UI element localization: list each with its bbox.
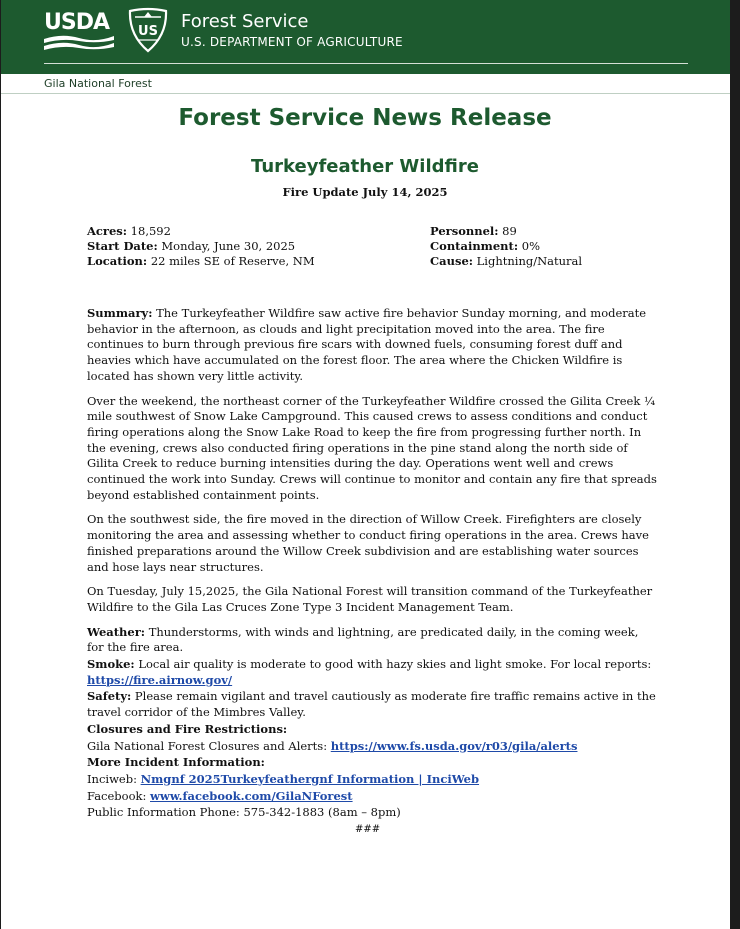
closures-line: Gila National Forest Closures and Alerts: https://www.fs.usda.gov/r03/gila/alerts <box>87 738 578 753</box>
fact-location: Location: 22 miles SE of Reserve, NM <box>87 254 315 268</box>
more-info-heading: More Incident Information: <box>87 755 265 770</box>
summary-paragraph: Summary: The Turkeyfeather Wildfire saw active fire behavior Sunday morning, and moderate behavior in the afternoon, as clouds and light precipitation moved into the area. The fire continues to burn through previous fire scars with downed fuels, consuming forest duff and heavies which have accumulated on the forest floor. The area where the Chicken Wildfire is located has shown very little activity. <box>87 306 647 383</box>
facebook-link[interactable]: www.facebook.com/GilaNForest <box>150 788 353 803</box>
fact-personnel: Personnel: 89 <box>430 224 517 238</box>
smoke-paragraph: Smoke: Local air quality is moderate to good with hazy skies and light smoke. For local reports: https://fire.airnow.gov/ <box>87 657 652 687</box>
fact-acres: Acres: 18,592 <box>87 224 171 238</box>
fire-title: Turkeyfeather Wildfire <box>251 156 479 177</box>
agency-name: Forest Service <box>181 11 309 32</box>
release-title: Forest Service News Release <box>178 105 552 131</box>
header-divider <box>44 63 688 64</box>
fact-start-date: Start Date: Monday, June 30, 2025 <box>87 239 296 253</box>
northeast-paragraph: Over the weekend, the northeast corner of the Turkeyfeather Wildfire crossed the Gilita Creek ¼ mile southwest of Snow Lake Campground. This caused crews to assess conditions and conduct firing operations along the Snow Lake Road to keep the fire from progressing further north. In the evening, crews also conducted firing operations in the pine stand along the north side of Gilita Creek to reduce burning intensities during the day. Operations went well and crews continued the work into Sunday. Crews will continue to monitor and contain any fire that spreads beyond established containment points. <box>87 393 657 502</box>
airnow-link[interactable]: https://fire.airnow.gov/ <box>87 672 233 687</box>
fact-containment: Containment: 0% <box>430 239 540 253</box>
usda-logo <box>44 7 114 51</box>
fire-facts-right <box>430 224 582 269</box>
forest-unit: Gila National Forest <box>44 77 152 90</box>
facebook-line: Facebook: www.facebook.com/GilaNForest <box>87 788 353 803</box>
shield-letters: US <box>138 24 158 39</box>
southwest-paragraph: On the southwest side, the fire moved in the direction of Willow Creek. Firefighters are closely monitoring the area and assessing whether to conduct firing operations in the area. Crews have finished preparations around the Willow Creek subdivision and are establishing water sources and hose lays near structures. <box>87 512 649 574</box>
fact-cause: Cause: Lightning/Natural <box>430 254 583 268</box>
phone-line: Public Information Phone: 575-342-1883 (8am – 8pm) <box>87 805 401 820</box>
transition-paragraph: On Tuesday, July 15,2025, the Gila National Forest will transition command of the Turkeyfeather Wildfire to the Gila Las Cruces Zone Type 3 Incident Management Team. <box>87 584 653 614</box>
forest-service-shield-icon <box>127 7 169 53</box>
unit-divider <box>0 93 730 94</box>
closures-heading: Closures and Fire Restrictions: <box>87 721 288 736</box>
department-name: U.S. DEPARTMENT OF AGRICULTURE <box>181 35 403 49</box>
page-left-edge <box>0 0 1 929</box>
alerts-link[interactable]: https://www.fs.usda.gov/r03/gila/alerts <box>330 738 578 753</box>
weather-paragraph: Weather: Thunderstorms, with winds and lightning, are predicated daily, in the coming week, for the fire area. <box>87 624 639 655</box>
inciweb-line: Inciweb: Nmgnf 2025Turkeyfeathergnf Information | InciWeb <box>87 771 480 786</box>
fire-facts-left <box>87 224 315 269</box>
end-mark: ### <box>355 824 381 836</box>
inciweb-link[interactable]: Nmgnf 2025Turkeyfeathergnf Information | InciWeb <box>140 771 480 786</box>
release-body <box>87 306 657 838</box>
update-date: Fire Update July 14, 2025 <box>282 185 448 199</box>
header-banner <box>0 0 730 74</box>
usda-wordmark: USDA <box>44 10 109 35</box>
page-right-edge <box>730 0 740 929</box>
safety-paragraph: Safety: Please remain vigilant and travel cautiously as moderate fire traffic remains active in the travel corridor of the Mimbres Valley. <box>87 689 656 720</box>
